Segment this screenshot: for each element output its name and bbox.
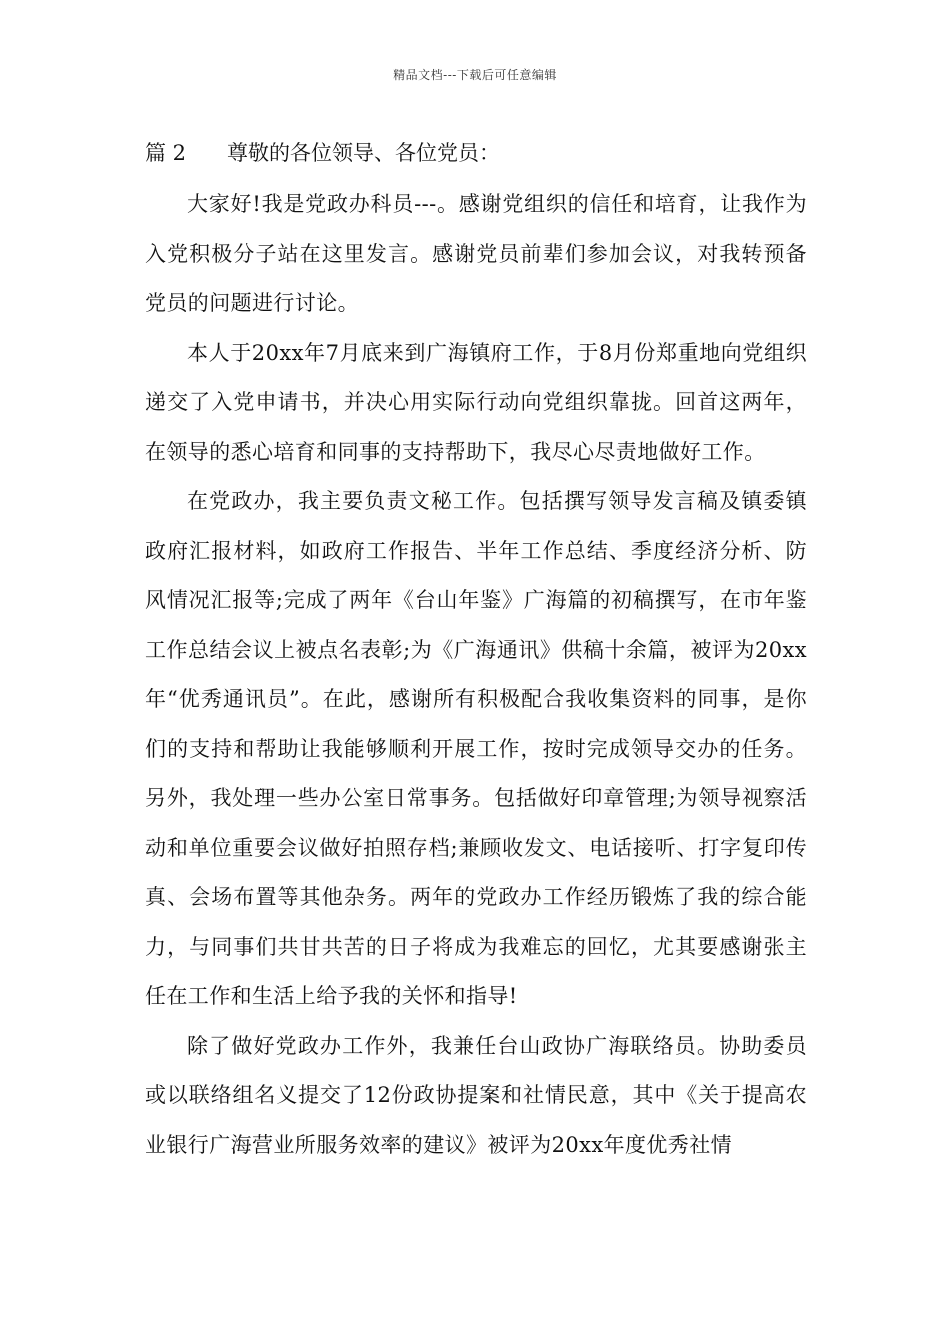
page-header: 精品文档---下载后可任意编辑	[393, 68, 557, 82]
paragraph-liaison-work: 除了做好党政办工作外，我兼任台山政协广海联络员。协助委员或以联络组名义提交了12份政协提案和社情民意，其中《关于提高农业银行广海营业所服务效率的建议》被评为20xx年度优秀社情	[145, 1033, 807, 1157]
paragraph-secretarial-work: 在党政办，我主要负责文秘工作。包括撰写领导发言稿及镇委镇政府汇报材料，如政府工作报告、半年工作总结、季度经济分析、防风情况汇报等;完成了两年《台山年鉴》广海篇的初稿撰写，在市年鉴工作总结会议上被点名表彰;为《广海通讯》供稿十余篇，被评为20xx年“优秀通讯员”。在此，感谢所有积极配合我收集资料的同事，是你们的支持和帮助让我能够顺利开展工作，按时完成领导交办的任务。另外，我处理一些办公室日常事务。包括做好印章管理;为领导视察活动和单位重要会议做好拍照存档;兼顾收发文、电话接听、打字复印传真、会场布置等其他杂务。两年的党政办工作经历锻炼了我的综合能力，与同事们共甘共苦的日子将成为我难忘的回忆，尤其要感谢张主任在工作和生活上给予我的关怀和指导!	[145, 489, 807, 1008]
section-label: 篇 2	[145, 141, 187, 165]
paragraph-greeting: 大家好!我是党政办科员---。感谢党组织的信任和培育，让我作为入党积极分子站在这里发言。感谢党员前辈们参加会议，对我转预备党员的问题进行讨论。	[145, 192, 807, 315]
salutation: 尊敬的各位领导、各位党员：	[227, 141, 500, 165]
paragraph-background: 本人于20xx年7月底来到广海镇府工作，于8月份郑重地向党组织递交了入党申请书，并决心用实际行动向党组织靠拢。回首这两年，在领导的悉心培育和同事的支持帮助下，我尽心尽责地做好工作。	[145, 340, 807, 464]
document-body	[145, 180, 807, 1170]
section-heading	[145, 138, 500, 168]
